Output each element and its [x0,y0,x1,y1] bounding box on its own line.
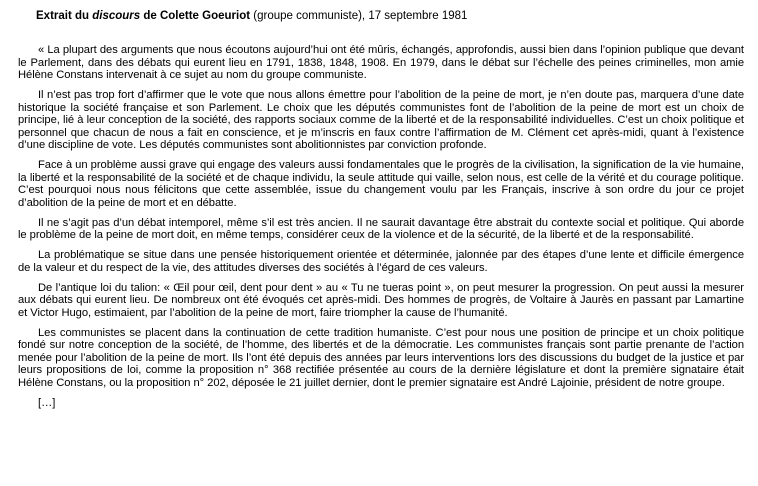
paragraph-5: La problématique se situe dans une pensée historiquement orientée et déterminée, jalonnée par des étapes d’une lente et difficile émergence de la valeur et du respect de la vie, des attitudes diverses des sociétés à l’égard de ces valeurs. [18,249,744,274]
omission-marker: […] [38,396,56,409]
heading-source: discours [92,10,141,22]
paragraph-7: Les communistes se placent dans la continuation de cette tradition humaniste. C’est pour nous une position de principe et un choix politique fondé sur notre conception de la société, de l’homme, des libertés et de la démocratie. Les communistes français sont partie prenante de l’action menée pour l’abolition de la peine de mort. Ils l’ont été depuis des années par leurs interventions lors des discussions du budget de la justice et par leurs propositions de loi, comme la proposition n° 368 rectifiée présentée au cours de la dernière législature et dont la première signataire était Hélène Constans, ou la proposition n° 202, déposée le 21 juillet dernier, dont le premier signataire est André Lajoinie, président de notre groupe. [18,326,744,389]
document-heading [36,9,744,23]
paragraph-1: « La plupart des arguments que nous écoutons aujourd’hui ont été mûris, échangés, approfondis, aussi bien dans l’opinion publique que devant le Parlement, dans des débats qui eurent lieu en 1791, 1838, 1848, 1908. En 1979, dans le débat sur l’échelle des peines criminelles, mon amie Hélène Constans intervenait à ce sujet au nom du groupe communiste. [18,44,744,81]
paragraph-3: Face à un problème aussi grave qui engage des valeurs aussi fondamentales que le progrès de la civilisation, la signification de la vie humaine, la liberté et la responsabilité de la société et de chaque individu, la seule attitude qui vaille, selon nous, est celle de la vérité et du courage politique. C’est pourquoi nous nous félicitons que cette assemblée, issue du changement voulu par les Français, inscrive à son ordre du jour ce projet d’abolition de la peine de mort et en débatte. [18,159,744,209]
heading-author: de Colette Goeuriot [140,10,251,22]
paragraph-4: Il ne s’agit pas d’un débat intemporel, même s’il est très ancien. Il ne saurait davantage être abstrait du contexte social et politique. Qui aborde le problème de la peine de mort doit, en même temps, considérer ceux de la violence et de la sécurité, de la liberté et de la responsabilité. [18,216,744,241]
paragraph-2: Il n’est pas trop fort d’affirmer que le vote que nous allons émettre pour l’abolition de la peine de mort, je n’en doute pas, marquera d’une date historique la société française et son Parlement. Le choix que les députés communistes font de l’abolition de la peine de mort est un choix de principe, lié à leur conception de la société, des rapports sociaux comme de la liberté et de la responsabilité individuelles. C’est un choix politique et personnel que chacun de nous a fait en conscience, et je m’inscris en faux contre l’affirmation de M. Clément cet après-midi, quant à l’existence d’une discipline de vote. Les députés communistes sont abolitionnistes par conviction profonde. [18,89,744,151]
speech-excerpt [18,44,744,409]
paragraph-6: De l’antique loi du talion: « Œil pour œil, dent pour dent » au « Tu ne tueras point », on peut mesurer la progression. On peut aussi la mesurer aux débats qui eurent lieu. De nombreux ont été évoqués cet après-midi. Des hommes de progrès, de Voltaire à Jaurès en passant par Lamartine et Victor Hugo, estimaient, par l’abolition de la peine de mort, faire triompher la cause de l’humanité. [18,281,744,319]
heading-suffix: (groupe communiste), 17 septembre 1981 [250,10,468,22]
heading-prefix: Extrait du [36,10,93,22]
